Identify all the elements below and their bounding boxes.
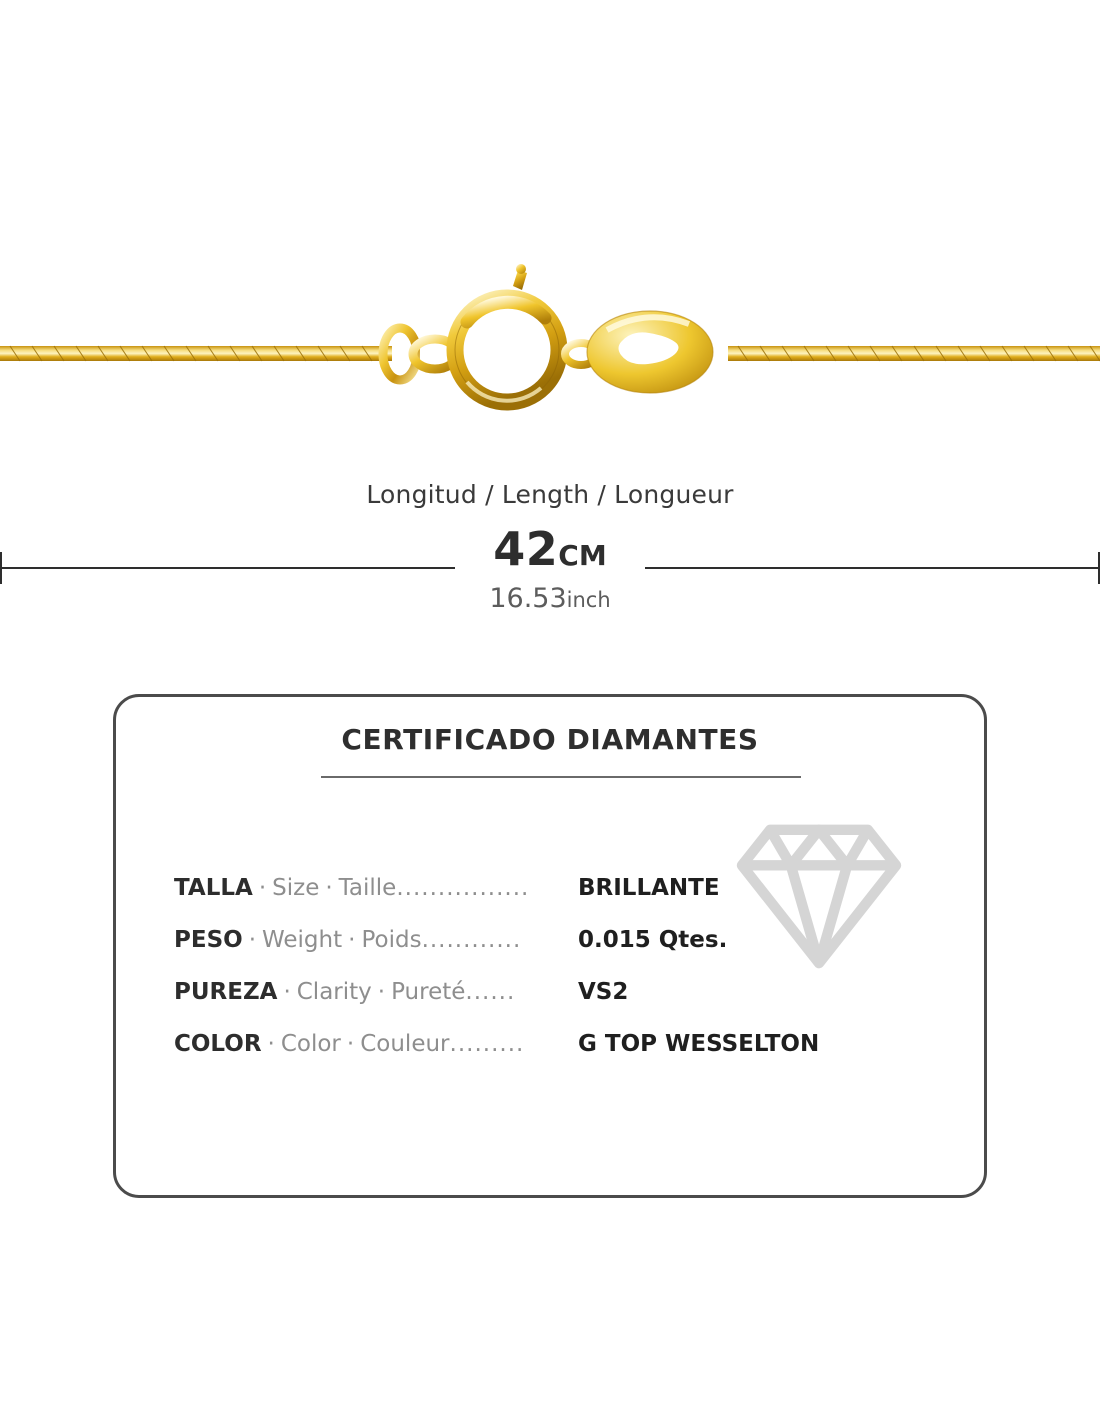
- chain-illustration: [0, 250, 1100, 450]
- row-label-fr: Poids: [361, 927, 422, 953]
- row-label-fr: Taille: [338, 875, 397, 901]
- row-dots: ............: [421, 927, 522, 953]
- certificate-row-size: [174, 875, 934, 927]
- row-sep: ·: [325, 875, 333, 901]
- length-measurement: [0, 480, 1100, 650]
- row-value: G TOP WESSELTON: [578, 1031, 820, 1057]
- diamond-certificate-card: [113, 694, 987, 1198]
- length-inch-group: [0, 583, 1100, 614]
- row-label-fr: Pureté: [391, 979, 466, 1005]
- measure-line-right: [645, 567, 1100, 569]
- row-dots: ................: [396, 875, 530, 901]
- row-sep: ·: [258, 875, 267, 901]
- certificate-row-clarity: [174, 979, 934, 1031]
- row-dots: .........: [449, 1031, 525, 1057]
- row-value: 0.015 Qtes.: [578, 927, 728, 953]
- spring-ring-clasp: [395, 250, 735, 450]
- row-label-es: COLOR: [174, 1031, 262, 1057]
- row-label-en: Clarity: [296, 979, 372, 1005]
- chain-strand-right: [720, 250, 1100, 450]
- certificate-row-weight: [174, 927, 934, 979]
- row-label-fr: Couleur: [360, 1031, 450, 1057]
- length-value: 42: [493, 522, 559, 576]
- row-sep: ·: [346, 1031, 355, 1057]
- certificate-row-color: [174, 1031, 934, 1083]
- length-title: Longitud / Length / Longueur: [366, 480, 734, 509]
- row-sep: ·: [267, 1031, 275, 1057]
- row-label-es: PUREZA: [174, 979, 278, 1005]
- certificate-title-divider: [321, 776, 801, 778]
- row-value: BRILLANTE: [578, 875, 720, 901]
- row-sep: ·: [248, 927, 256, 953]
- length-inch-unit: inch: [566, 588, 611, 612]
- certificate-title: CERTIFICADO DIAMANTES: [341, 723, 759, 756]
- row-value: VS2: [578, 979, 629, 1005]
- row-label-es: TALLA: [174, 875, 253, 901]
- row-label-en: Size: [272, 875, 320, 901]
- row-label-en: Color: [280, 1031, 341, 1057]
- measure-line-left: [0, 567, 455, 569]
- row-sep: ·: [377, 979, 386, 1005]
- row-sep: ·: [348, 927, 356, 953]
- measure-tick-left: [0, 552, 2, 584]
- chain-strand-left: [0, 250, 420, 450]
- length-inch-value: 16.53: [489, 583, 567, 614]
- row-sep: ·: [283, 979, 291, 1005]
- certificate-rows: [174, 875, 934, 1083]
- row-label-es: PESO: [174, 927, 243, 953]
- row-label-en: Weight: [262, 927, 343, 953]
- length-unit: CM: [558, 539, 607, 572]
- row-dots: ......: [465, 979, 516, 1005]
